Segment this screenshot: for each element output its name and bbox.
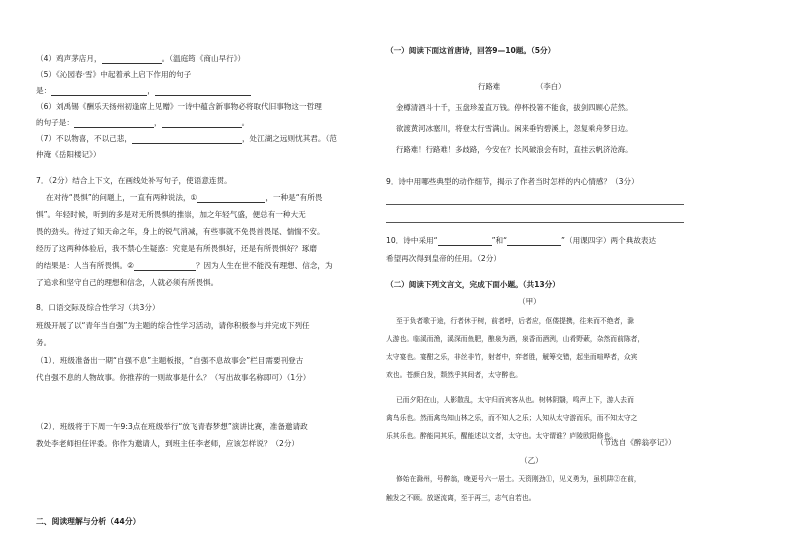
text-a-line-5: 已而夕阳在山，人影散乱，太守归而宾客从也。树林阴翳，鸣声上下，游人去而 xyxy=(396,396,634,404)
question-8-intro-line1: 班级开展了以“青年当自强”为主题的综合性学习活动，请你积极参与并完成下列任 xyxy=(36,321,310,330)
question-5-line2: 是： ， xyxy=(36,86,251,96)
text-a-line-7: 乐其乐也。醉能同其乐，醒能述以文者，太守也。太守谓谁？庐陵欧阳修也。 xyxy=(386,432,618,440)
answer-blank[interactable] xyxy=(197,194,265,203)
poem-line-1: 金樽清酒斗十千，玉盘珍羞直万钱。停杯投箸不能食，拔剑四顾心茫然。 xyxy=(396,103,633,112)
question-7-text-line6: 了追求和坚守自己的理想和信念，人就必须有所畏惧。 xyxy=(36,278,219,287)
question-4: （4）鸡声茅店月， 。（温庭筠《商山早行》） xyxy=(36,54,246,63)
question-8-intro-line2: 务。 xyxy=(36,338,52,347)
answer-blank[interactable] xyxy=(134,262,196,271)
poem-line-2: 欲渡黄河冰塞川，将登太行雪满山。闲来垂钓碧溪上，忽复乘舟梦日边。 xyxy=(396,124,633,133)
text-a-source: （节选自《醉翁亭记》） xyxy=(596,438,676,447)
question-8-part1-line2: 代自强不息的人物故事。你推荐的一则故事是什么？（写出故事名称即可）（1分） xyxy=(36,373,311,382)
answer-blank[interactable] xyxy=(102,55,162,64)
text-b-line-2: 触发之不顾。放逐流离，至于再三，志气自若也。 xyxy=(386,494,536,502)
question-7-text-line4: 经历了这两种体验后，我不禁心生疑惑：究竟是有所畏惧好，还是有所畏惧好？琢磨 xyxy=(36,244,317,253)
question-6-line2: 的句子是： ， 。 xyxy=(36,118,250,127)
answer-blank[interactable] xyxy=(155,87,251,96)
question-7-fill-line2: 仲淹《岳阳楼记》） xyxy=(36,150,101,159)
question-7-text-line1: 在对待“畏惧”的问题上，一直有两种说法，① ，一种是“有所畏 xyxy=(46,193,323,202)
answer-blank[interactable] xyxy=(507,237,561,246)
text-a-line-1: 至于负者歌于途，行者休于树，前者呼，后者应，伛偻提携，往来而不绝者，滁 xyxy=(396,317,634,325)
answer-blank[interactable] xyxy=(51,87,147,96)
poem-line-3: 行路难！行路难！多歧路，今安在？长风破浪会有时，直挂云帆济沧海。 xyxy=(396,145,633,154)
question-8-part1-line1: （1）．班级准备出一期“自强不息”主题板报，“自强不息故事会”栏目需要刊登古 xyxy=(36,356,304,365)
answer-blank[interactable] xyxy=(438,237,492,246)
answer-blank[interactable] xyxy=(132,135,242,144)
part-1-heading: （一）阅读下面这首唐诗，回答9—10题。（5分） xyxy=(386,46,556,55)
text-a-label: （甲） xyxy=(518,297,541,306)
answer-line[interactable] xyxy=(386,222,684,223)
answer-blank[interactable] xyxy=(162,119,242,128)
text-a-line-4: 欢也。苍颜白发，颓然乎其间者，太守醉也。 xyxy=(386,371,522,379)
question-7-heading: 7．（2分）结合上下文，在画线处补写句子，使语意连贯。 xyxy=(36,176,232,185)
answer-blank[interactable] xyxy=(74,119,154,128)
question-8-part2-line2: 教处李老师担任评委。你作为邀请人，到班主任李老师，应该怎样说？（2分） xyxy=(36,439,300,448)
poem-author: （李白） xyxy=(536,82,566,91)
text-a-line-3: 太守宴也。宴酣之乐，非丝非竹，射者中，弈者胜，觥筹交错，起坐而喧哗者，众宾 xyxy=(386,353,638,361)
question-8-part2-line1: （2）．班级将于下周一午9:3点在班级举行“放飞青春梦想”演讲比赛，准备邀请政 xyxy=(36,422,308,431)
question-7-text-line2: 惧”。年轻时候，听到的多是对无所畏惧的推崇，加之年轻气盛，便总有一种大无 xyxy=(36,210,306,219)
question-10-line1: 10．诗中采用“ ”和“ ”（用课四字）两个典故表达 xyxy=(386,236,657,245)
question-7-text-line3: 畏的劲头。待过了知天命之年，身上的锐气消减，有些事就不免畏首畏尾、惴惴不安。 xyxy=(36,227,325,236)
text-b-line-1: 修始在滁州，号醉翁，晚更号六一居士。天资刚劲①，见义勇为，虽机阱②在前， xyxy=(396,475,641,483)
question-6-line1: （6）刘禹锡《酬乐天扬州初逢席上见赠》一诗中蕴含新事物必将取代旧事物这一哲理 xyxy=(36,102,322,111)
question-8-heading: 8．口语交际及综合性学习（共3分） xyxy=(36,303,160,312)
question-7-fill-line1: （7）不以物喜，不以己悲， ，处江湖之远则忧其君。（范 xyxy=(36,134,337,143)
question-5-line1: （5）《沁园春·雪》中起着承上启下作用的句子 xyxy=(36,70,192,79)
text-a-line-6: 禽鸟乐也。然而禽鸟知山林之乐，而不知人之乐；人知从太守游而乐，而不知太守之 xyxy=(386,414,638,422)
text-b-label: （乙） xyxy=(520,456,543,465)
answer-line[interactable] xyxy=(386,204,684,205)
question-7-text-line5: 的结果是：人当有所畏惧。② ？因为人生在世不能没有理想、信念，为 xyxy=(36,261,333,270)
question-10-line2: 希望再次得到皇帝的任用。（2分） xyxy=(386,254,501,263)
poem-title: 行路难 xyxy=(478,82,501,91)
part-2-heading: （二）阅读下列文言文，完成下面小题。（共13分） xyxy=(386,280,560,289)
section-2-heading: 二、阅读理解与分析（44分） xyxy=(36,517,141,526)
question-9: 9．诗中用哪些典型的动作细节，揭示了作者当时怎样的内心情感？（3分） xyxy=(386,177,639,186)
text-a-line-2: 人游也。临溪而渔，溪深而鱼肥，酿泉为酒，泉香而酒洌，山肴野蔌，杂然而前陈者， xyxy=(386,335,645,343)
